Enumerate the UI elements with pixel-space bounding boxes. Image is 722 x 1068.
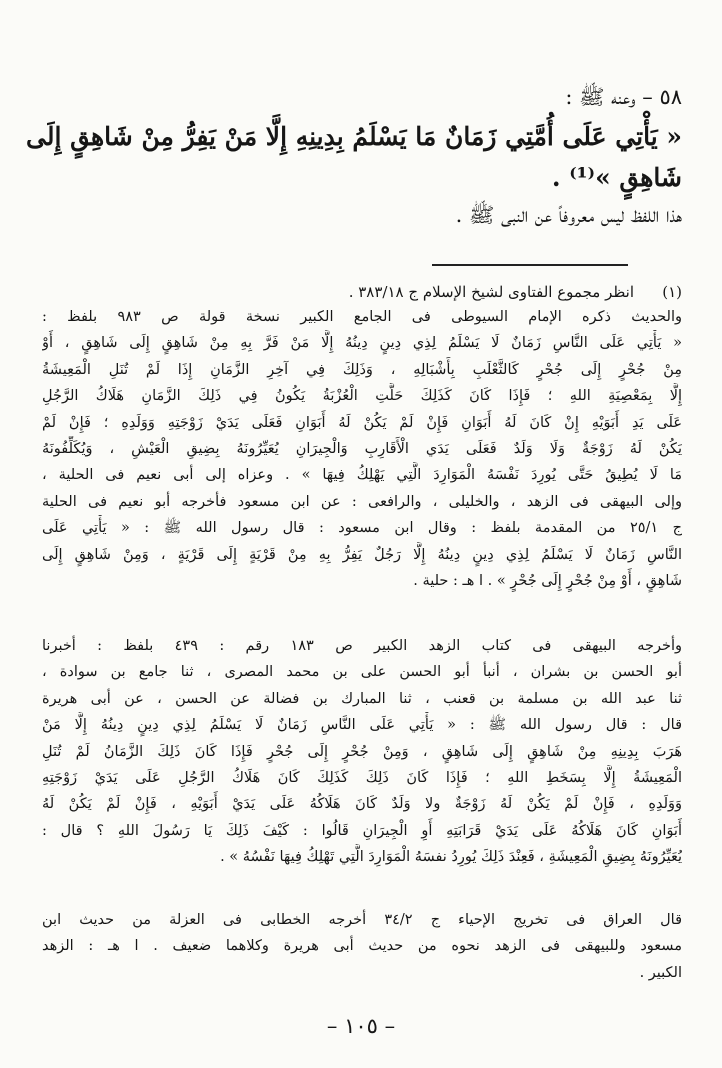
footnote-paragraph-bayhaqi [42,633,682,871]
footnote-line: عَلَى يَدِ أَبَوَيْهِ إِنْ كَانَ لَهُ أَبَوَانِ فَإِنْ لَمْ يَكُنْ لَهُ أَبَوَانِ فَعَلَى يَدَيْ زَوْجَتِهِ وَوَلَدِهِ ؛ فَإِنْ لَمْ [42,414,682,431]
footnote-line: ثنا عبد الله بن مسلمة بن قعنب ، ثنا المبارك بن فضالة عن الحسن ، عن أبى هريرة [42,690,682,707]
footnote-separator [432,264,628,266]
footnote-paragraph-iraqi [42,907,682,986]
footnote-line: يَكُنْ لَهُ زَوْجَةٌ وَلَا وَلَدٌ فَعَلَى يَدَي الْأَقَارِبِ وَالْجِيرَانِ يُعَيِّرُونَهُ بِضِيقِ الْعَيْشِ ، وَيُكَلِّفُونَهُ [42,440,682,457]
footnote-line: مسعود وللبيهقى فى الزهد نحوه من حديث أبى هريرة وكلاهما ضعيف . ا هـ : الزهد [42,938,682,955]
footnote-line: هَرَبَ بِدِينِهِ مِنْ شَاهِقٍ إِلَى شَاهِقٍ ، وَمِنْ جُحْرٍ إِلَى جُحْرٍ فَإِذَا كَانَ ذَلِكَ الزَّمَانُ لَمْ تُنَلِ [42,743,682,760]
hadith-text-line: شَاهِقٍ »⁽¹⁾ . [551,163,682,192]
footnote-paragraph-sayuti [42,304,682,594]
footnote-line: وَوَلَدِهِ ، فَإِنْ لَمْ يَكُنْ لَهُ زَوْجَةٌ ولا وَلَدٌ كَانَ هَلَاكُهُ عَلَى يَدَيْ أَبَوَيْهِ ، فَإِنْ لَمْ يَكُنْ لَهُ [42,796,682,813]
footnote-line: الْمَعِيشَةُ إِلَّا بِسَخَطِ اللهِ ؛ فَإِذَا كَانَ ذَلِكَ كَذَلِكَ كَانَ هَلَاكُ الرَّجُلِ عَلَى يَدَيْ زَوْجَتِهِ [42,769,682,786]
footnote-line: ج ٢٥/١ من المقدمة بلفظ : وقال ابن مسعود : قال رسول الله ﷺ : « يَأْتِي عَلَى [42,520,682,537]
footnote-line: وأخرجه البيهقى فى كتاب الزهد الكبير ص ١٨٣ رقم : ٤٣٩ بلفظ : أخبرنا [42,638,682,654]
footnote-line: النَّاسِ زَمَانٌ لَا يَسْلَمُ لِذِي دِينٍ دِينُهُ إِلَّا رَجُلٌ يَفِرُّ بِهِ مِنْ قَرْيَةٍ إِلَى قَرْيَةٍ ، وَمِنْ شَاهِقٍ إِلَى [42,546,682,563]
footnote-line: الكبير . [639,964,682,981]
footnote-line: « يَأْتِي عَلَى النَّاسِ زَمَانٌ لَا يَسْلَمُ لِذِي دِينٍ دِينُهُ إِلَّا مَنْ فَرَّ بِهِ مِنْ شَاهِقٍ إِلَى شَاهِقٍ ، أَوْ [42,335,682,352]
footnote-line: أبو الحسن بن بشران ، أنبأ أبو الحسن على بن محمد المصرى ، ثنا جامع بن سوادة ، [42,664,682,681]
page-number: – ١٠٥ – [326,1014,396,1038]
hadith-note: هذا اللفظ ليس معروفاً عن النبى ﷺ . [455,203,682,227]
footnote-line: وإلى البيهقى فى الزهد ، والخليلى ، والرافعى : عن ابن مسعود فأخرجه أبو نعيم فى الحلية [42,493,682,510]
footnote-line: يُعَيِّرُونَهُ بِضِيقِ الْمَعِيشَةِ ، فَعِنْدَ ذَلِكَ يُورِدُ نفسَهُ الْمَوَارِدَ الَّتِي تَهْلِكُ فِيهَا نَفْسُهُ » . [220,849,682,866]
footnote-line: والحديث ذكره الإمام السيوطى فى الجامع الكبير نسخة قولة ص ٩٨٣ بلفظ : [42,309,682,325]
footnote-line: إِلَّا بِمَعْصِيَةِ اللهِ ؛ فَإِذَا كَانَ كَذَلِكَ حَلَّتِ الْعُزْبَةُ يَكُونُ فِي ذَلِكَ الزَّمَانِ هَلَاكُ الرَّجُلِ [42,388,682,405]
footnote-line: أَبَوَانِ كَانَ هَلَاكُهُ عَلَى يَدَيْ قَرَابَتِهِ أَوِ الْجِيرَانِ قَالُوا : كَيْفَ ذَلِكَ يَا رَسُولَ اللهِ ؟ قال : [42,822,682,839]
footnote-line: مَا لَا يُطِيقُ حَتَّى يُورِدَ نَفْسَهُ الْمَوَارِدَ الَّتِي يَهْلِكُ فِيهَا » . وعزاه إلى أبى نعيم فى الحلية ، [42,467,682,484]
footnote-marker: (١) [662,283,682,301]
hadith-text [26,116,682,198]
footnote-line: قال العراق فى تخريج الإحياء ج ٣٤/٢ أخرجه الخطابى فى العزلة من حديث ابن [42,912,682,928]
hadith-text-line: « يَأْتِي عَلَى أُمَّتِي زَمَانٌ مَا يَسْلَمُ بِدِينِهِ إِلَّا مَنْ يَفِرُّ مِنْ شَاهِقٍ إِلَى [26,122,682,151]
footnote-line: مِنْ جُحْرٍ إِلَى جُحْرٍ كَالثَّعْلَبِ بِأَشْبَالِهِ ، وَذَلِكَ فِي آخِرِ الزَّمَانِ إِذَا لَمْ تُنَلِ الْمَعِيشَةُ [42,361,682,378]
hadith-number-heading: ٥٨ – وعنه ﷺ : [565,85,682,109]
footnote-first-line: انظر مجموع الفتاوى لشيخ الإسلام ج ٣٨٣/١٨ . [348,283,634,301]
footnote-line: قال : قال رسول الله ﷺ : « يَأْتِي عَلَى النَّاسِ زَمَانٌ لَا يَسْلَمُ لِذِي دِينٍ دِينُهُ إِلَّا مَنْ [42,717,682,734]
footnote-line: شَاهِقٍ ، أَوْ مِنْ جُحْرٍ إِلَى جُحْرٍ » . ا هـ : حلية . [413,572,682,589]
